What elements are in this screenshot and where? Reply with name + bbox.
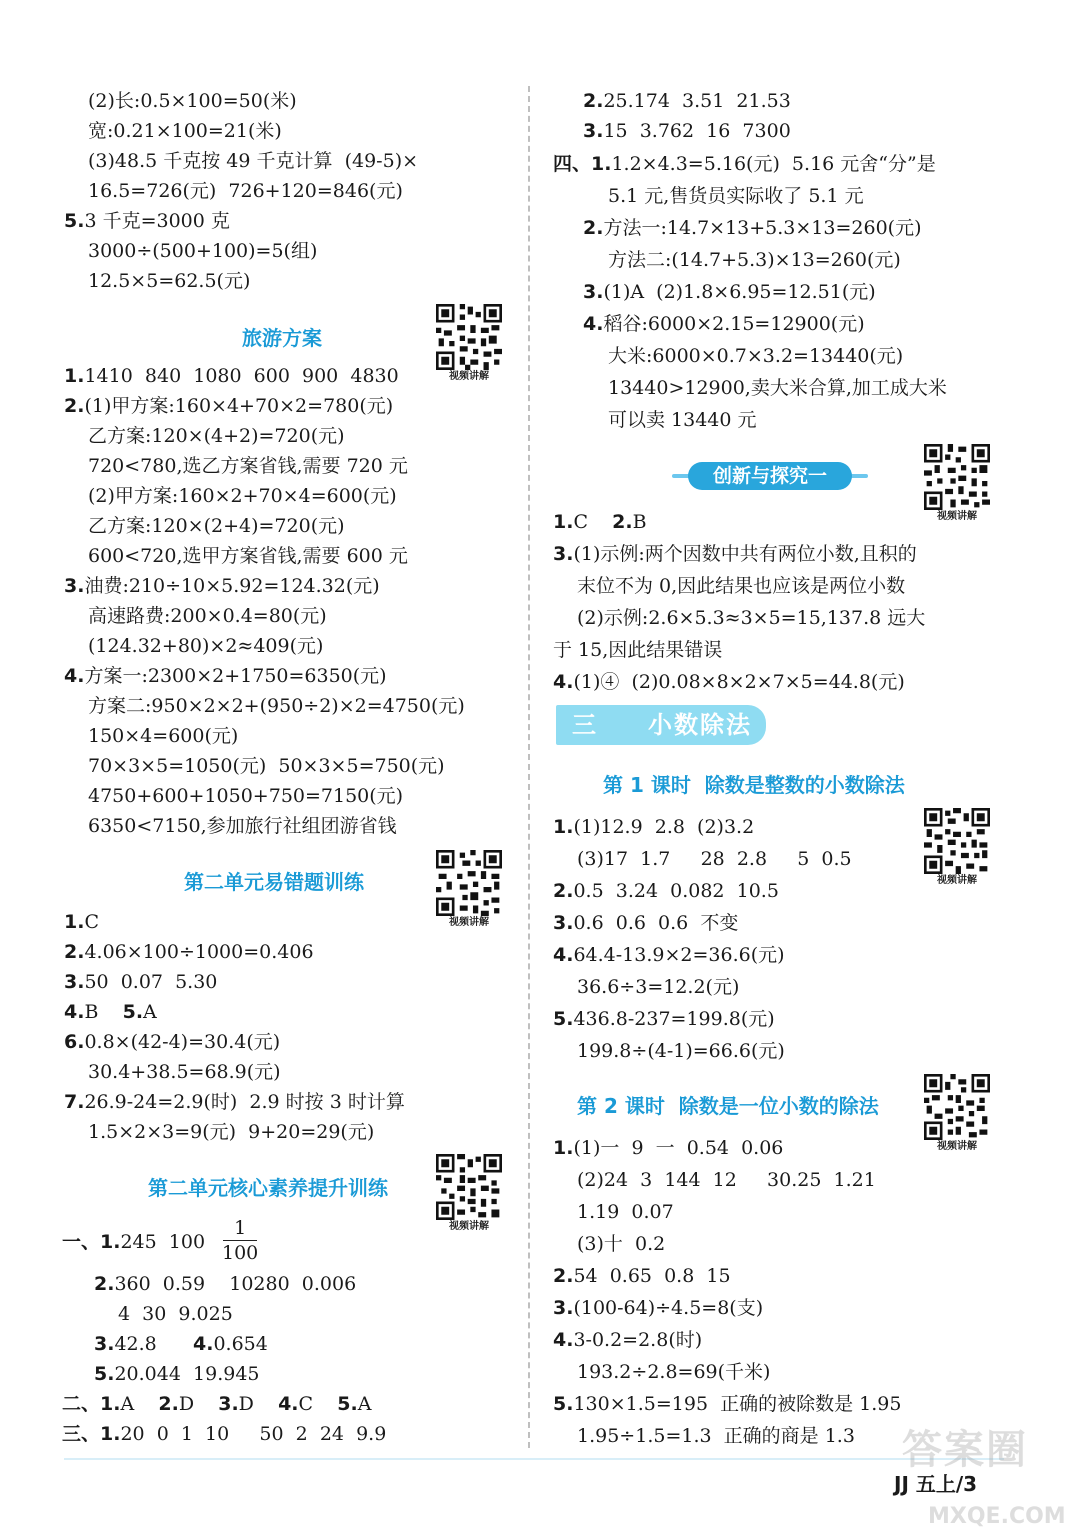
answer-line <box>64 968 217 996</box>
question-number: 2. <box>158 1393 179 1415</box>
answer-line: 720<780,选乙方案省钱,需要 720 元 <box>88 455 408 477</box>
answer-line <box>553 1294 763 1322</box>
answer-text: 3 千克=3000 克 <box>84 210 230 232</box>
answer-text: C <box>298 1393 314 1415</box>
answer-line <box>583 117 791 145</box>
answer-line: (3)17 1.7 28 2.8 5 0.5 <box>577 848 852 870</box>
answer-text: 15 3.762 16 7300 <box>603 120 791 142</box>
section-title: 第二单元核心素养提升训练 <box>148 1176 388 1200</box>
answer-text: (1)A (2)1.8×6.95=12.51(元) <box>603 281 876 303</box>
answer-text: 方案一:2300×2+1750=6350(元) <box>84 665 387 687</box>
question-number: 4. <box>278 1393 299 1415</box>
answer-line <box>62 1390 371 1418</box>
qr-code[interactable] <box>436 1154 506 1234</box>
answer-line <box>64 362 399 390</box>
question-number: 2. <box>94 1273 115 1295</box>
answer-text: 64.4-13.9×2=36.6(元) <box>573 944 785 966</box>
answer-line <box>583 87 791 115</box>
answer-line <box>553 540 917 568</box>
qr-caption: 视频讲解 <box>449 371 489 382</box>
answer-line <box>64 207 230 235</box>
answer-line <box>64 1088 405 1116</box>
answer-line <box>553 813 754 841</box>
question-number: 二、1. <box>62 1393 121 1415</box>
answer-text: 3-0.2=2.8(时) <box>573 1329 703 1351</box>
answer-text: 25.174 3.51 21.53 <box>603 90 791 112</box>
answer-line: 宽:0.21×100=21(米) <box>88 120 282 142</box>
question-number: 2. <box>64 941 85 963</box>
answer-line <box>553 668 905 696</box>
answer-line: 5.1 元,售货员实际收了 5.1 元 <box>608 185 864 207</box>
answer-line <box>64 908 99 936</box>
unit-banner <box>556 705 766 745</box>
answer-line <box>94 1270 356 1298</box>
question-number: 4. <box>193 1333 214 1355</box>
answer-text: 20.044 19.945 <box>114 1363 260 1385</box>
question-number: 5. <box>553 1008 574 1030</box>
banner-title: 创新与探究一 <box>712 465 827 487</box>
answer-text: 1.2×4.3=5.16(元) 5.16 元舍“分”是 <box>611 153 936 175</box>
answer-text: D <box>238 1393 254 1415</box>
question-number: 4. <box>583 313 604 335</box>
lesson-title: 第 1 课时 除数是整数的小数除法 <box>603 773 905 797</box>
question-number: 6. <box>64 1031 85 1053</box>
answer-line: 乙方案:120×(2+4)=720(元) <box>88 515 345 537</box>
column-divider <box>528 86 530 1448</box>
answer-line <box>553 909 738 937</box>
answer-line <box>62 1228 205 1256</box>
answer-line <box>553 508 647 536</box>
question-number: 3. <box>583 120 604 142</box>
answer-text: (1)示例:两个因数中共有两位小数,且积的 <box>573 543 917 565</box>
answer-text: 0.5 3.24 0.082 10.5 <box>573 880 779 902</box>
answer-line: 乙方案:120×(4+2)=720(元) <box>88 425 345 447</box>
answer-text: 360 0.59 10280 0.006 <box>114 1273 357 1295</box>
answer-line: 600<720,选甲方案省钱,需要 600 元 <box>88 545 408 567</box>
watermark <box>900 1418 1070 1536</box>
answer-text: 20 0 1 10 50 2 24 9.9 <box>120 1423 387 1445</box>
answer-line: 高速路费:200×0.4=80(元) <box>88 605 327 627</box>
answer-text: 245 100 <box>120 1231 206 1253</box>
answer-text: C <box>573 511 588 533</box>
qr-code[interactable] <box>436 850 506 930</box>
answer-text: D <box>178 1393 195 1415</box>
question-number: 三、1. <box>62 1423 121 1445</box>
question-number: 4. <box>64 665 85 687</box>
answer-line <box>583 214 922 242</box>
question-number: 3. <box>553 543 574 565</box>
answer-line: 12.5×5=62.5(元) <box>88 270 251 292</box>
question-number: 2. <box>612 511 633 533</box>
answer-text: 42.8 <box>114 1333 157 1355</box>
qr-code-icon <box>436 850 502 916</box>
answer-text: 4.06×100÷1000=0.406 <box>84 941 314 963</box>
answer-line <box>583 310 865 338</box>
answer-line <box>553 1390 901 1418</box>
answer-line <box>553 150 936 178</box>
answer-line: 4750+600+1050+750=7150(元) <box>88 785 404 807</box>
answer-line: 6350<7150,参加旅行社组团游省钱 <box>88 815 397 837</box>
qr-code-icon <box>924 808 990 874</box>
qr-code-icon <box>436 304 502 370</box>
answer-line <box>64 938 314 966</box>
question-number: 1. <box>64 365 85 387</box>
question-number: 5. <box>337 1393 358 1415</box>
answer-line: 1.19 0.07 <box>577 1201 674 1223</box>
answer-text: 26.9-24=2.9(时) 2.9 时按 3 时计算 <box>84 1091 405 1113</box>
question-number: 3. <box>553 912 574 934</box>
answer-line <box>583 278 876 306</box>
question-number: 3. <box>64 575 85 597</box>
answer-text: 54 0.65 0.8 15 <box>573 1265 731 1287</box>
answer-line: 方法二:(14.7+5.3)×13=260(元) <box>608 249 901 271</box>
question-number: 4. <box>553 671 574 693</box>
answer-line: 1.95÷1.5=1.3 正确的商是 1.3 <box>577 1425 855 1447</box>
answer-line <box>553 1262 731 1290</box>
qr-code[interactable] <box>924 1074 994 1154</box>
answer-line <box>553 1326 702 1354</box>
answer-text: (1)一 9 一 0.54 0.06 <box>573 1137 784 1159</box>
watermark-url: MXQE.COM <box>928 1504 1066 1529</box>
question-number: 1. <box>64 911 85 933</box>
question-number: 四、1. <box>553 153 612 175</box>
qr-caption: 视频讲解 <box>937 511 977 522</box>
answer-line <box>62 1420 386 1448</box>
footer-rule <box>64 1458 1004 1460</box>
answer-line: (2)甲方案:160×2+70×4=600(元) <box>88 485 397 507</box>
question-number: 5. <box>122 1001 144 1023</box>
answer-text: B <box>632 511 647 533</box>
answer-line <box>64 998 157 1026</box>
fraction <box>222 1217 258 1264</box>
exploration-banner <box>672 461 868 491</box>
answer-line <box>64 572 380 600</box>
answer-text: B <box>84 1001 99 1023</box>
answer-line: 可以卖 13440 元 <box>608 409 757 431</box>
question-number: 5. <box>553 1393 574 1415</box>
answer-text: (100-64)÷4.5=8(支) <box>573 1297 764 1319</box>
answer-line: 4 30 9.025 <box>118 1303 233 1325</box>
question-number: 3. <box>583 281 604 303</box>
fraction-numerator: 1 <box>234 1217 247 1239</box>
question-number: 3. <box>94 1333 115 1355</box>
question-number: 5. <box>64 210 85 232</box>
unit-title: 小数除法 <box>648 711 752 739</box>
question-number: 4. <box>553 1329 574 1351</box>
answer-line <box>553 941 785 969</box>
qr-caption: 视频讲解 <box>449 1221 489 1232</box>
answer-line <box>64 392 393 420</box>
question-number: 2. <box>64 395 85 417</box>
answer-line <box>94 1330 268 1358</box>
question-number: 2. <box>553 1265 574 1287</box>
answer-line <box>64 1028 280 1056</box>
answer-line: 30.4+38.5=68.9(元) <box>88 1061 281 1083</box>
answer-text: 130×1.5=195 正确的被除数是 1.95 <box>573 1393 902 1415</box>
question-number: 3. <box>218 1393 239 1415</box>
answer-line: 36.6÷3=12.2(元) <box>577 976 740 998</box>
answer-text: 方法一:14.7×13+5.3×13=260(元) <box>603 217 922 239</box>
answer-line <box>94 1360 260 1388</box>
page-number: JJ 五上/3 <box>894 1472 978 1496</box>
answer-line: (2)24 3 144 12 30.25 1.21 <box>577 1169 876 1191</box>
answer-line: 3000÷(500+100)=5(组) <box>88 240 318 262</box>
answer-text: 50 0.07 5.30 <box>84 971 218 993</box>
question-number: 3. <box>64 971 85 993</box>
unit-number: 三 <box>572 711 596 739</box>
fraction-denominator: 100 <box>222 1242 259 1264</box>
section-title: 第二单元易错题训练 <box>184 870 364 894</box>
question-number: 1. <box>553 511 574 533</box>
answer-line <box>64 662 387 690</box>
fraction-bar <box>223 1240 257 1241</box>
answer-line: 大米:6000×0.7×3.2=13440(元) <box>608 345 904 367</box>
qr-code-icon <box>924 444 990 510</box>
question-number: 4. <box>64 1001 85 1023</box>
question-number: 5. <box>94 1363 115 1385</box>
answer-line: 16.5=726(元) 726+120=846(元) <box>88 180 403 202</box>
answer-text: A <box>357 1393 372 1415</box>
answer-line: 于 15,因此结果错误 <box>553 639 723 661</box>
answer-line: (3)十 0.2 <box>577 1233 666 1255</box>
question-number: 2. <box>553 880 574 902</box>
qr-caption: 视频讲解 <box>937 875 977 886</box>
answer-text: 1410 840 1080 600 900 4830 <box>84 365 399 387</box>
question-number: 7. <box>64 1091 85 1113</box>
answer-line: 1.5×2×3=9(元) 9+20=29(元) <box>88 1121 375 1143</box>
answer-text: 0.8×(42-4)=30.4(元) <box>84 1031 281 1053</box>
answer-text: 稻谷:6000×2.15=12900(元) <box>603 313 865 335</box>
answer-line: (124.32+80)×2≈409(元) <box>88 635 324 657</box>
question-number: 2. <box>583 217 604 239</box>
answer-text: (1)④ (2)0.08×8×2×7×5=44.8(元) <box>573 671 905 693</box>
question-number: 1. <box>553 1137 574 1159</box>
answer-line: 末位不为 0,因此结果也应该是两位小数 <box>577 575 906 597</box>
answer-line <box>553 1005 775 1033</box>
answer-text: C <box>84 911 99 933</box>
qr-caption: 视频讲解 <box>937 1141 977 1152</box>
answer-text: 436.8-237=199.8(元) <box>573 1008 775 1030</box>
question-number: 1. <box>553 816 574 838</box>
answer-line <box>553 877 779 905</box>
section-title: 旅游方案 <box>242 326 322 350</box>
question-number: 3. <box>553 1297 574 1319</box>
answer-line: 150×4=600(元) <box>88 725 239 747</box>
qr-code[interactable] <box>436 304 506 384</box>
answer-line: 13440>12900,卖大米合算,加工成大米 <box>608 377 947 399</box>
answer-line: 199.8÷(4-1)=66.6(元) <box>577 1040 785 1062</box>
answer-text: A <box>143 1001 157 1023</box>
qr-code[interactable] <box>924 444 994 524</box>
question-number: 2. <box>583 90 604 112</box>
answer-text: A <box>120 1393 135 1415</box>
answer-text: 油费:210÷10×5.92=124.32(元) <box>84 575 380 597</box>
answer-line: (2)长:0.5×100=50(米) <box>88 90 297 112</box>
answer-text: (1)12.9 2.8 (2)3.2 <box>573 816 755 838</box>
qr-caption: 视频讲解 <box>449 917 489 928</box>
answer-line: 193.2÷2.8=69(千米) <box>577 1361 771 1383</box>
qr-code-icon <box>436 1154 502 1220</box>
qr-code[interactable] <box>924 808 994 888</box>
answer-line <box>553 1134 783 1162</box>
question-number: 4. <box>553 944 574 966</box>
watermark-logo: 答案圈 <box>902 1427 1028 1473</box>
answer-text: 0.654 <box>213 1333 268 1355</box>
answer-line: 方案二:950×2×2+(950÷2)×2=4750(元) <box>88 695 465 717</box>
question-number: 一、1. <box>62 1231 121 1253</box>
answer-text: 0.6 0.6 0.6 不变 <box>573 912 739 934</box>
answer-line: 70×3×5=1050(元) 50×3×5=750(元) <box>88 755 445 777</box>
answer-line: (2)示例:2.6×5.3≈3×5=15,137.8 远大 <box>577 607 926 629</box>
qr-code-icon <box>924 1074 990 1140</box>
lesson-title: 第 2 课时 除数是一位小数的除法 <box>577 1094 879 1118</box>
answer-line: (3)48.5 千克按 49 千克计算 (49-5)× <box>88 150 419 172</box>
answer-text: (1)甲方案:160×4+70×2=780(元) <box>84 395 394 417</box>
